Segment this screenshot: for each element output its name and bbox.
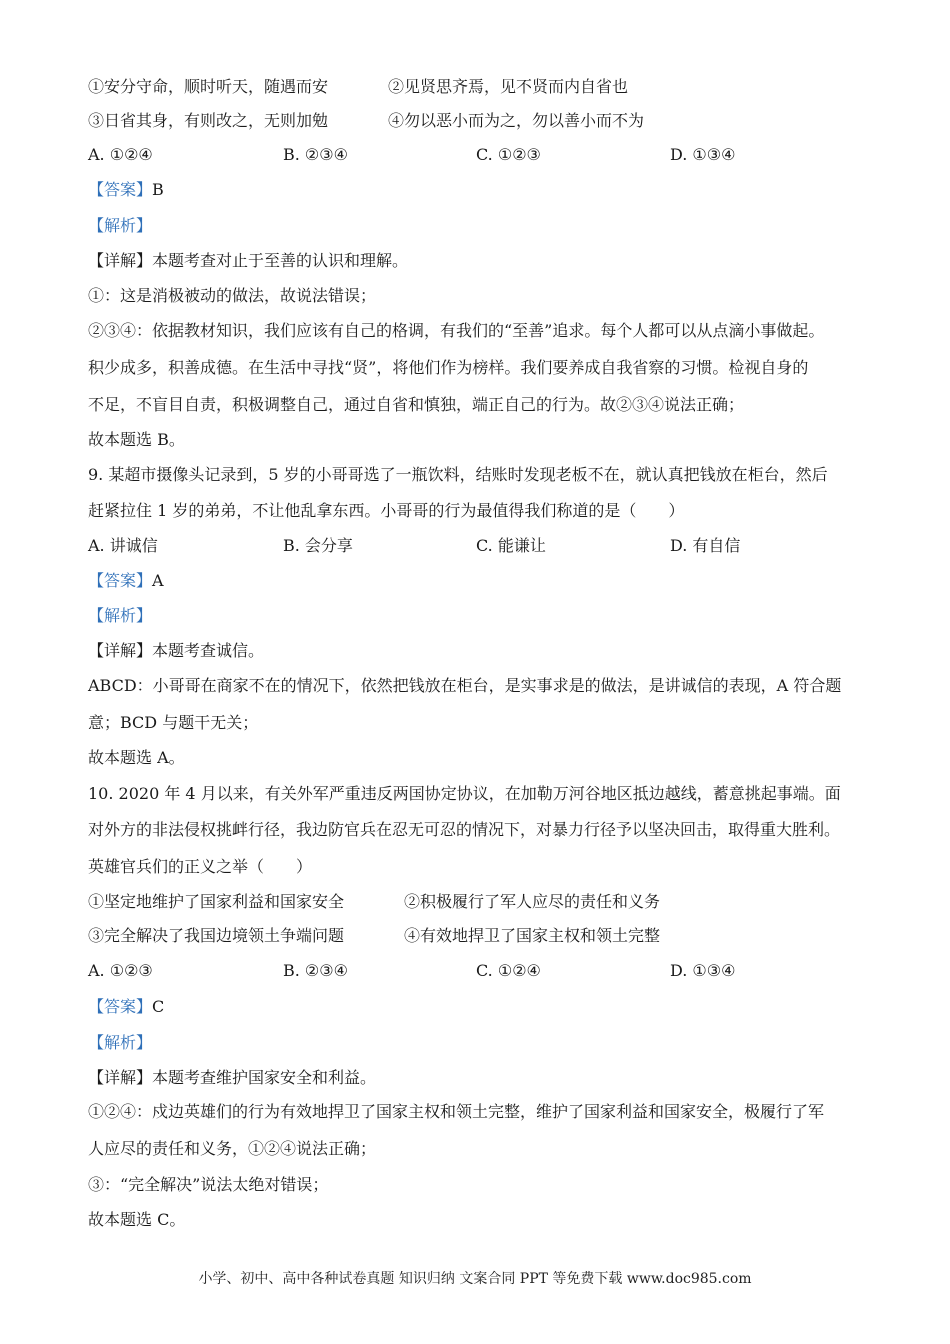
q9-stem-line-2: 赶紧拉住 1 岁的弟弟，不让他乱拿东西。小哥哥的行为最值得我们称道的是（ ） xyxy=(88,501,685,520)
q9-choice-d: D. 有自信 xyxy=(670,536,741,555)
q9-answer xyxy=(88,571,164,591)
q9-answer-tag: 【答案】 xyxy=(88,571,153,590)
q10-statement-3: ③完全解决了我国边境领土争端问题 xyxy=(88,926,345,945)
q10-detail-tag: 【详解】 xyxy=(88,1068,153,1087)
q9-answer-value: A xyxy=(152,571,164,590)
q8-statement-4: ④勿以恶小而为之，勿以善小而不为 xyxy=(388,111,645,130)
q10-choice-d: D. ①③④ xyxy=(670,961,736,980)
q10-explanation-line: ③：“完全解决”说法太绝对错误； xyxy=(88,1175,329,1194)
q8-choice-b: B. ②③④ xyxy=(283,145,348,164)
q10-choice-b: B. ②③④ xyxy=(283,961,348,980)
q9-detail-text: 本题考查诚信。 xyxy=(152,641,265,660)
q9-explanation-line: ABCD：小哥哥在商家不在的情况下，依然把钱放在柜台，是实事求是的做法，是讲诚信的表现，A 符合题 xyxy=(88,676,842,695)
q8-detail-tag: 【详解】 xyxy=(88,251,153,270)
q10-detail xyxy=(88,1068,376,1088)
q8-answer-value: B xyxy=(152,180,164,199)
q10-choice-c: C. ①②④ xyxy=(476,961,541,980)
q10-answer-tag: 【答案】 xyxy=(88,997,153,1016)
q10-statement-1: ①坚定地维护了国家利益和国家安全 xyxy=(88,892,345,911)
q8-choice-d: D. ①③④ xyxy=(670,145,736,164)
q8-statement-2: ②见贤思齐焉，见不贤而内自省也 xyxy=(388,77,629,96)
q10-answer-value: C xyxy=(152,997,165,1016)
page-footer: 小学、初中、高中各种试卷真题 知识归纳 文案合同 PPT 等免费下载 www.doc985.com xyxy=(198,1271,752,1287)
q9-detail-tag: 【详解】 xyxy=(88,641,153,660)
q10-explanation-line: 故本题选 C。 xyxy=(88,1210,186,1229)
q9-choice-a: A. 讲诚信 xyxy=(88,536,158,555)
q8-statement-3: ③日省其身，有则改之，无则加勉 xyxy=(88,111,329,130)
q8-answer xyxy=(88,180,164,200)
q10-stem-line-3: 英雄官兵们的正义之举（ ） xyxy=(88,857,313,876)
q8-analysis-tag: 【解析】 xyxy=(88,216,153,235)
q9-analysis-tag: 【解析】 xyxy=(88,606,153,625)
q10-detail-text: 本题考查维护国家安全和利益。 xyxy=(152,1068,377,1087)
q9-choice-b: B. 会分享 xyxy=(283,536,353,555)
q8-choice-c: C. ①②③ xyxy=(476,145,541,164)
q8-choice-a: A. ①②④ xyxy=(88,145,153,164)
q8-explanation-line: 不足，不盲目自责，积极调整自己，通过自省和慎独，端正自己的行为。故②③④说法正确； xyxy=(88,395,745,414)
q9-stem-line-1: 9. 某超市摄像头记录到，5 岁的小哥哥选了一瓶饮料，结账时发现老板不在，就认真把钱放在柜台，然后 xyxy=(88,465,828,484)
q10-analysis-tag: 【解析】 xyxy=(88,1033,153,1052)
q8-detail xyxy=(88,251,408,271)
q10-choices xyxy=(88,961,868,981)
q8-answer-tag: 【答案】 xyxy=(88,180,153,199)
q8-explanation-line: 故本题选 B。 xyxy=(88,430,185,449)
q9-choices xyxy=(88,536,868,556)
q8-detail-text: 本题考查对止于至善的认识和理解。 xyxy=(152,251,409,270)
q10-stem-line-2: 对外方的非法侵权挑衅行径，我边防官兵在忍无可忍的情况下，对暴力行径予以坚决回击，取得重大胜利。 xyxy=(88,820,841,839)
q8-choices xyxy=(88,145,868,165)
q9-choice-c: C. 能谦让 xyxy=(476,536,546,555)
q10-explanation-line: ①②④：戍边英雄们的行为有效地捍卫了国家主权和领土完整，维护了国家利益和国家安全，极履行了军 xyxy=(88,1102,825,1121)
q10-choice-a: A. ①②③ xyxy=(88,961,153,980)
q10-statement-4: ④有效地捍卫了国家主权和领土完整 xyxy=(404,926,661,945)
q9-detail xyxy=(88,641,264,661)
q10-explanation-line: 人应尽的责任和义务，①②④说法正确； xyxy=(88,1139,377,1158)
q8-explanation-line: 积少成多，积善成德。在生活中寻找“贤”，将他们作为榜样。我们要养成自我省察的习惯。检视自身的 xyxy=(88,358,809,377)
q8-explanation-line: ①：这是消极被动的做法，故说法错误； xyxy=(88,286,377,305)
q8-statement-1: ①安分守命，顺时听天，随遇而安 xyxy=(88,77,329,96)
q10-statement-2: ②积极履行了军人应尽的责任和义务 xyxy=(404,892,661,911)
q9-explanation-line: 故本题选 A。 xyxy=(88,748,185,767)
q8-explanation-line: ②③④：依据教材知识，我们应该有自己的格调，有我们的“至善”追求。每个人都可以从点滴小事做起。 xyxy=(88,321,825,340)
q9-explanation-line: 意；BCD 与题干无关； xyxy=(88,713,259,732)
q10-stem-line-1: 10. 2020 年 4 月以来，有关外军严重违反两国协定协议，在加勒万河谷地区抵边越线，蓄意挑起事端。面 xyxy=(88,784,841,803)
q10-answer xyxy=(88,997,164,1017)
